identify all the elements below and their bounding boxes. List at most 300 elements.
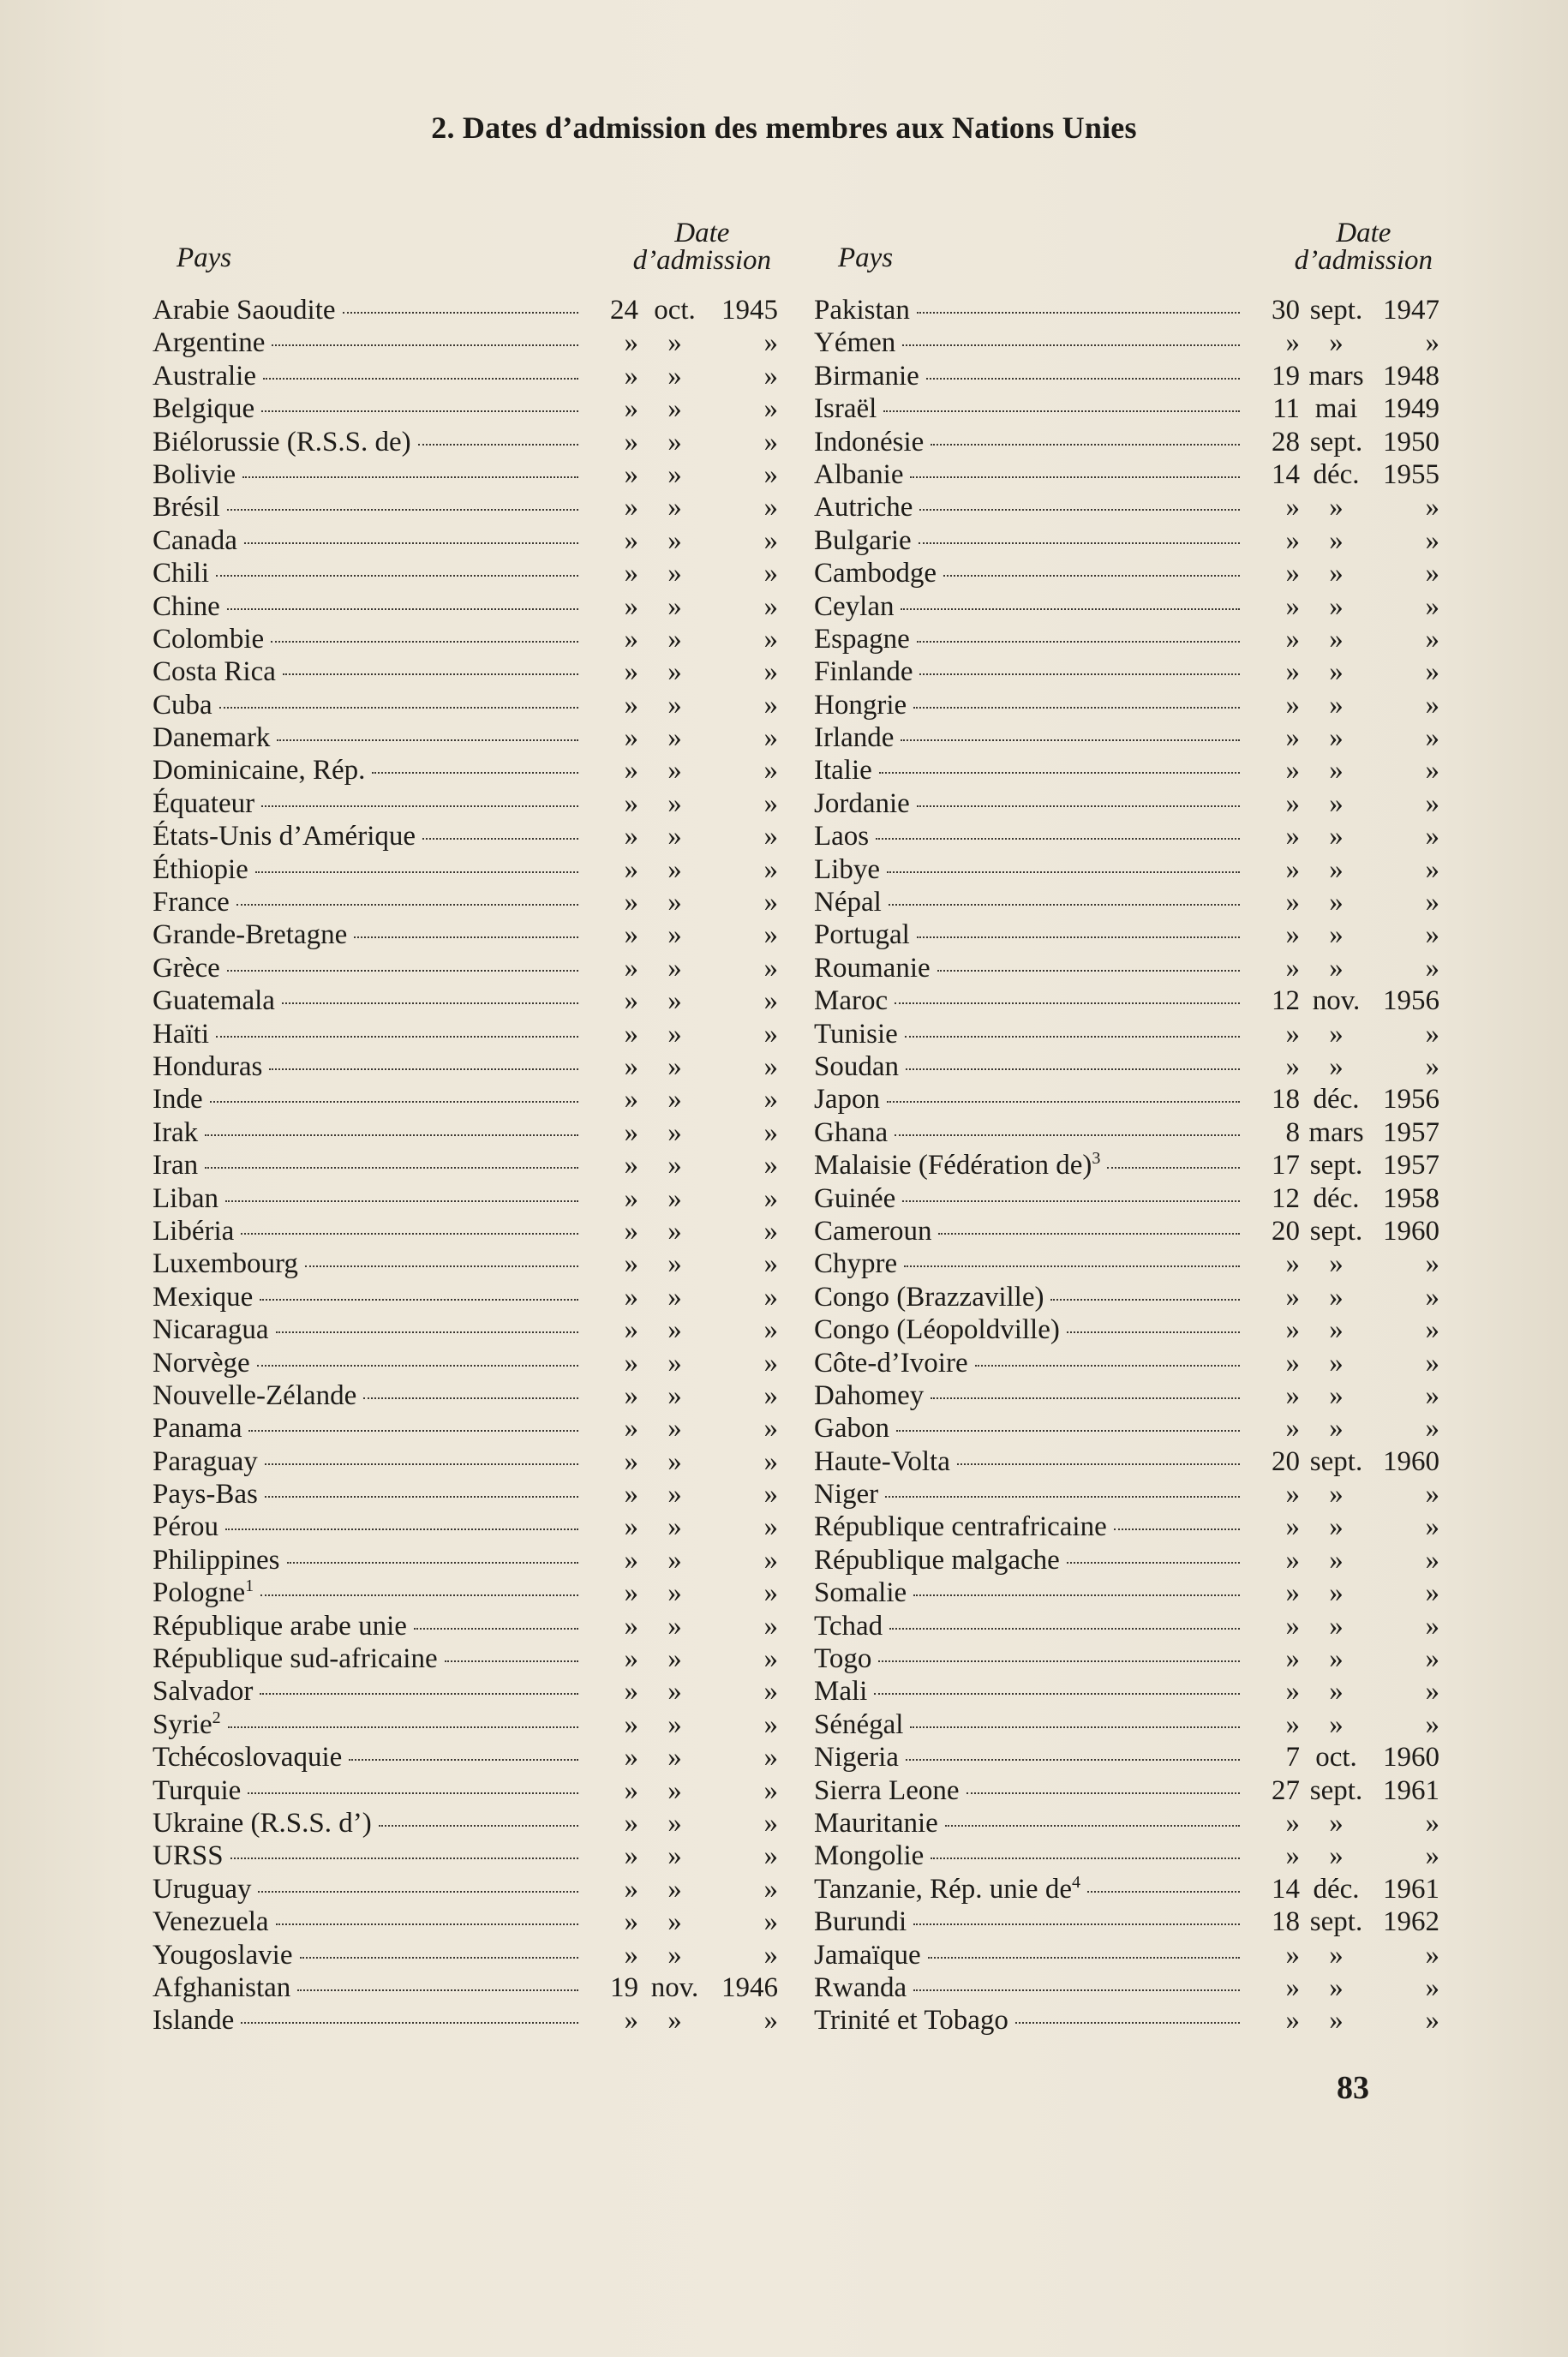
right-column-header [814,193,1439,274]
date-day: » [624,1643,638,1675]
date-day: » [624,1413,638,1445]
date-year: » [763,360,778,392]
country-name [153,953,225,984]
country-name [153,1248,303,1280]
admission-date [585,854,778,886]
date-month: » [1329,656,1344,688]
date-year: » [763,590,778,622]
table-row [814,919,1439,952]
table-row [814,393,1439,426]
date-year: » [763,492,778,523]
table-row [814,1084,1439,1116]
table-row [814,1511,1439,1544]
date-day: » [624,1281,638,1313]
country-text: Pakistan [814,295,910,326]
country-text: Israël [814,393,877,425]
date-day: » [624,590,638,622]
admission-date [1247,755,1439,787]
date-year: 1960 [1383,1215,1439,1247]
date-month: » [1329,853,1344,885]
admission-date [1247,1183,1439,1215]
header-date [1295,219,1433,274]
dot-leader [931,444,1240,446]
country-name [814,1611,888,1642]
dot-leader [269,1068,578,1070]
date-day: » [624,1939,638,1971]
date-day: » [624,1215,638,1247]
date-month: » [667,1413,682,1445]
date-day: » [624,853,638,885]
date-day: » [624,1873,638,1905]
dot-leader [414,1628,578,1630]
country-text: Arabie Saoudite [153,295,336,326]
country-text: États-Unis d’Amérique [153,821,416,852]
dot-leader [271,641,578,643]
date-year: 1946 [721,1971,778,2003]
date-day: » [1285,1708,1300,1740]
admission-date [585,1906,778,1938]
country-name [153,591,225,623]
table-row [153,295,778,327]
date-year: » [1425,1577,1439,1609]
date-year: » [1425,1610,1439,1642]
country-name [153,1084,208,1116]
date-month: » [667,426,682,458]
admission-date [585,1117,778,1149]
country-text: République arabe unie [153,1610,407,1642]
country-text: Espagne [814,623,910,655]
admission-date [585,1282,778,1313]
dot-leader [260,1299,578,1301]
date-day: 27 [1272,1774,1300,1806]
admission-date [1247,558,1439,589]
dot-leader [906,1759,1240,1761]
table-row [814,1906,1439,1939]
date-day: » [624,1018,638,1050]
admission-date [585,492,778,523]
dot-leader [219,707,578,709]
date-month: » [1329,327,1344,359]
table-row [814,690,1439,722]
country-text: Laos [814,821,870,852]
admission-date [585,1413,778,1445]
admission-date [585,624,778,655]
table-row [814,1248,1439,1281]
table-row [814,1348,1439,1380]
country-name [814,1840,929,1872]
dot-leader [241,1233,578,1235]
date-year: » [1425,755,1439,787]
date-day: 20 [1272,1445,1300,1477]
date-year: » [763,919,778,951]
date-year: » [1425,787,1439,819]
date-day: 20 [1272,1215,1300,1247]
country-text: Honduras [153,1050,263,1082]
date-day: 11 [1272,393,1300,425]
dot-leader [931,1397,1240,1399]
country-text: Chypre [814,1248,898,1280]
date-month: oct. [654,295,696,326]
table-row [814,1611,1439,1643]
date-month: » [1329,821,1344,852]
country-name [153,1183,224,1215]
date-day: » [624,985,638,1017]
country-name [814,1019,903,1050]
country-text: Argentine [153,327,266,359]
country-name [153,1446,263,1478]
date-month: » [667,656,682,688]
date-year: » [763,393,778,425]
admission-date [585,327,778,359]
date-month: » [1329,1610,1344,1642]
date-year: » [1425,952,1439,984]
date-month: » [667,1445,682,1477]
admission-date [585,656,778,688]
table-row [814,1314,1439,1347]
admission-date [1247,1117,1439,1149]
country-text: Sierra Leone [814,1774,960,1806]
date-month: » [667,1182,682,1214]
dot-leader [913,1989,1240,1991]
dot-leader [896,1430,1240,1432]
country-text: Indonésie [814,426,925,458]
country-text: Jordanie [814,787,910,819]
admission-date [1247,1446,1439,1478]
country-name [153,327,270,359]
country-name [814,1874,1086,1905]
date-month: » [667,1807,682,1839]
country-text: Trinité et Tobago [814,2005,1008,2037]
date-year: 1956 [1383,985,1439,1017]
country-text: Mauritanie [814,1807,938,1839]
country-text: Tchécoslovaquie [153,1742,343,1774]
dot-leader [943,575,1240,577]
dot-leader [248,1792,578,1794]
date-day: » [1285,524,1300,556]
country-text: Congo (Léopoldville) [814,1314,1060,1346]
country-text: Chili [153,558,210,589]
country-name [153,1808,377,1840]
table-row [153,1742,778,1774]
date-year: 1962 [1383,1906,1439,1938]
date-year: » [763,558,778,589]
date-day: » [624,458,638,490]
country-name [814,1940,926,1971]
date-year: » [763,1150,778,1181]
dot-leader [975,1365,1240,1367]
admission-date [585,1676,778,1708]
table-row [153,427,778,459]
dot-leader [913,1594,1240,1596]
date-month: » [1329,755,1344,787]
country-text: Togo [814,1643,872,1675]
date-day: » [1285,1413,1300,1445]
dot-leader [1050,1299,1240,1301]
table-row [153,393,778,426]
date-month: » [667,1742,682,1774]
dot-leader [910,476,1240,478]
date-day: » [624,1511,638,1543]
admission-date [1247,1611,1439,1642]
date-month: sept. [1309,1445,1363,1477]
date-month: » [667,590,682,622]
admission-date [585,1511,778,1543]
country-name [153,755,370,787]
country-text: Yémen [814,327,896,359]
date-day: » [624,1610,638,1642]
table-row [814,427,1439,459]
date-year: » [763,1807,778,1839]
table-row [814,953,1439,985]
date-day: 12 [1272,1182,1300,1214]
date-month: » [667,1577,682,1609]
table-row [153,558,778,590]
country-name [153,558,214,589]
date-month: » [667,492,682,523]
date-year: 1950 [1383,426,1439,458]
admission-date [1247,492,1439,523]
table-row [814,1808,1439,1840]
country-text: Tchad [814,1610,883,1642]
date-month: déc. [1313,458,1360,490]
dot-leader [913,1923,1240,1925]
country-text: Finlande [814,656,913,688]
date-month: » [1329,2005,1344,2037]
admission-date [585,1019,778,1050]
country-text: Somalie [814,1577,907,1609]
country-name [153,525,242,557]
table-row [153,1874,778,1906]
country-name [814,690,912,721]
table-row [814,1413,1439,1445]
date-month: » [667,1379,682,1411]
date-day: » [1285,887,1300,918]
admission-date [1247,1380,1439,1412]
dot-leader [917,805,1240,807]
date-month: » [667,623,682,655]
date-year: » [1425,656,1439,688]
admission-date [1247,1019,1439,1050]
date-month: » [667,1676,682,1708]
date-year: » [763,1577,778,1609]
date-day: » [624,1840,638,1872]
table-row [814,591,1439,624]
date-day: » [624,1182,638,1214]
country-name [153,1742,347,1774]
date-day: » [624,787,638,819]
table-row [153,361,778,393]
table-row [814,2005,1439,2037]
date-day: » [624,1807,638,1839]
date-day: » [1285,1939,1300,1971]
date-month: » [667,1610,682,1642]
dot-leader [225,1528,578,1530]
date-month: » [1329,1708,1344,1740]
country-name [814,1577,912,1609]
date-month: » [667,722,682,754]
date-day: » [624,1774,638,1806]
dot-leader [883,410,1240,412]
dot-leader [917,312,1240,314]
country-name [814,1084,885,1116]
country-text: Cuba [153,689,212,721]
date-day: » [1285,656,1300,688]
country-name [153,1775,246,1807]
dot-leader [257,1365,578,1367]
dot-leader [887,1101,1240,1103]
date-month: » [667,1248,682,1280]
date-month: » [1329,1314,1344,1346]
admission-date [1247,393,1439,425]
admission-date [585,1775,778,1807]
date-year: » [763,887,778,918]
country-name [153,1479,263,1511]
dot-leader [418,444,578,446]
date-year: » [763,985,778,1017]
date-month: » [667,919,682,951]
date-month: » [1329,623,1344,655]
dot-leader [258,1891,578,1893]
date-year: » [1425,919,1439,951]
country-name [153,1413,247,1445]
dot-leader [244,542,578,544]
country-name [153,1940,298,1971]
country-name [814,854,885,886]
table-row [814,1709,1439,1742]
date-month: » [667,887,682,918]
table-row [814,722,1439,755]
date-day: » [624,393,638,425]
date-year: » [1425,1544,1439,1576]
date-day: » [1285,1807,1300,1839]
country-name [153,1840,229,1872]
admission-date [1247,624,1439,655]
date-day: 18 [1272,1906,1300,1938]
date-year: » [1425,1379,1439,1411]
table-row [814,459,1439,492]
date-month: sept. [1309,1906,1363,1938]
admission-date [585,788,778,820]
country-text: Grèce [153,952,220,984]
date-year: » [763,1347,778,1379]
dot-leader [919,673,1240,675]
dot-leader [917,641,1240,643]
dot-leader [248,1430,578,1432]
country-name [814,1972,912,2004]
date-month: déc. [1313,1182,1360,1214]
dot-leader [372,772,578,774]
admission-date [585,459,778,491]
country-name [153,656,281,688]
admission-date [585,1808,778,1840]
admission-date [585,1051,778,1083]
table-row [153,1545,778,1577]
date-year: » [763,1084,778,1116]
date-day: » [624,558,638,589]
date-month: » [667,1084,682,1116]
table-row [153,492,778,524]
country-text: République malgache [814,1544,1060,1576]
admission-date [1247,1808,1439,1840]
admission-date [1247,361,1439,392]
date-day: » [624,689,638,721]
admission-date [1247,459,1439,491]
dot-leader [216,1036,578,1038]
dot-leader [913,707,1240,709]
date-day: » [1285,952,1300,984]
date-month: » [1329,1281,1344,1313]
date-month: » [1329,524,1344,556]
date-month: » [667,327,682,359]
date-day: » [1285,1971,1300,2003]
dot-leader [878,1660,1240,1662]
country-text: Panama [153,1413,242,1445]
date-month: » [1329,1379,1344,1411]
dot-leader [445,1660,578,1662]
date-month: » [1329,1544,1344,1576]
header-date [633,219,771,274]
date-month: » [667,787,682,819]
date-month: » [1329,1347,1344,1379]
table-row [814,1019,1439,1051]
date-month: » [1329,1413,1344,1445]
date-month: » [1329,1511,1344,1543]
admission-date [1247,2005,1439,2037]
country-text: Nouvelle-Zélande [153,1379,357,1411]
date-year: » [763,1511,778,1543]
country-name [814,821,874,852]
country-text: Cambodge [814,558,937,589]
admission-date [585,295,778,326]
date-year: » [763,1742,778,1774]
admission-date [1247,1314,1439,1346]
date-day: » [1285,689,1300,721]
table-row [814,788,1439,821]
country-name [814,788,915,820]
dot-leader [902,344,1240,346]
country-name [153,985,280,1017]
date-year: » [1425,1807,1439,1839]
admission-date [1247,985,1439,1017]
date-day: » [1285,787,1300,819]
date-year: 1956 [1383,1084,1439,1116]
date-month: mai [1314,393,1358,425]
date-day: » [1285,1479,1300,1511]
dot-leader [895,1134,1240,1136]
date-day: 24 [610,295,638,326]
date-day: 19 [610,1971,638,2003]
country-name [814,1348,973,1379]
date-day: 19 [1272,360,1300,392]
country-text: Tanzanie, Rép. unie de [814,1873,1072,1905]
admission-date [1247,1874,1439,1905]
date-year: » [763,623,778,655]
date-month: » [1329,1577,1344,1609]
date-month: » [1329,722,1344,754]
date-month: » [667,1116,682,1148]
admission-date [585,1972,778,2004]
date-year: 1955 [1383,458,1439,490]
country-name [153,624,269,655]
country-name [814,361,925,392]
country-name [153,1709,226,1741]
date-day: » [1285,1347,1300,1379]
table-row [153,1446,778,1479]
date-month: » [667,853,682,885]
table-row [153,1511,778,1544]
dot-leader [227,970,578,972]
admission-date [1247,1348,1439,1379]
